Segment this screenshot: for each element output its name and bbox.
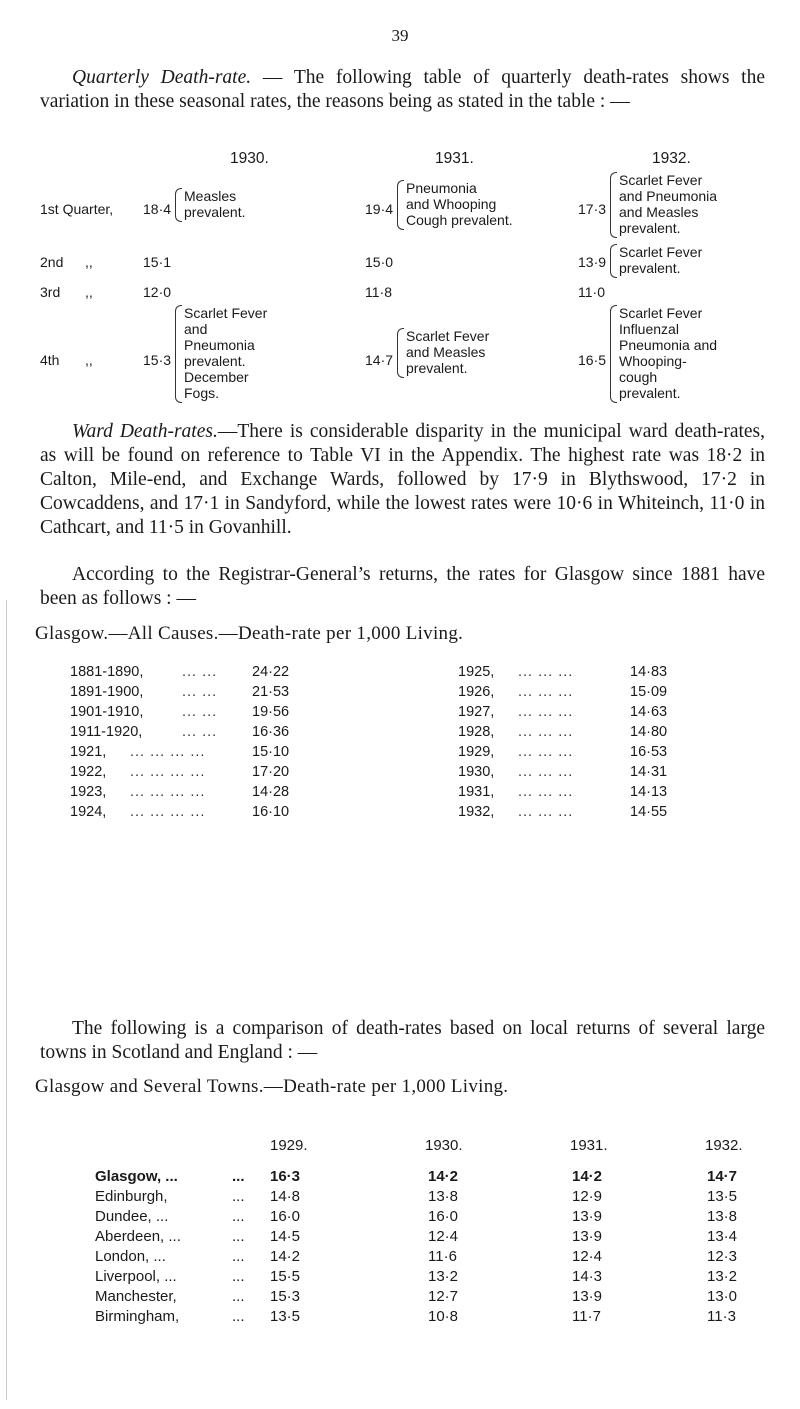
reason-line: Scarlet Fever <box>619 244 703 260</box>
reason-line: and <box>184 321 208 337</box>
glasgow-table-heading: Glasgow.—All Causes.—Death-rate per 1,000 Living. <box>35 623 464 644</box>
page-margin-rule <box>6 600 7 1400</box>
reason-1932 <box>619 172 717 236</box>
value: 14·3 <box>572 1268 603 1285</box>
value: 16·0 <box>428 1208 459 1225</box>
city: Edinburgh, <box>95 1188 168 1205</box>
leader-dots: ... ... <box>182 664 218 680</box>
reason-line: prevalent. <box>619 260 681 276</box>
leader-dots: ... <box>232 1268 245 1285</box>
value: 13·9 <box>572 1208 603 1225</box>
rate-1931: 11·8 <box>365 284 392 300</box>
rate: 14·63 <box>630 704 668 720</box>
value: 13·4 <box>707 1228 738 1245</box>
rate-1930: 15·3 <box>143 352 172 368</box>
reason-1931 <box>406 180 513 228</box>
value: 11·7 <box>572 1308 601 1325</box>
value: 13·8 <box>428 1188 459 1205</box>
value: 12·4 <box>572 1248 603 1265</box>
comparison-paragraph: The following is a comparison of death-rates based on local returns of several large towns in Scotland and England : — <box>40 1018 765 1063</box>
value: 10·8 <box>428 1308 459 1325</box>
leader-dots: ... ... ... ... <box>130 764 206 780</box>
year-header: 1930. <box>425 1137 463 1154</box>
period: 1901-1910, <box>70 704 144 720</box>
quarterly-intro-paragraph <box>40 66 765 114</box>
leader-dots: ... ... <box>182 684 218 700</box>
reason-line: and Measles <box>406 344 486 360</box>
brace <box>397 328 404 378</box>
value: 12·4 <box>428 1228 459 1245</box>
brace <box>397 180 404 230</box>
value: 13·5 <box>707 1188 738 1205</box>
leader-dots: ... ... ... <box>518 684 574 700</box>
period: 1929, <box>458 744 495 760</box>
value: 13·9 <box>572 1228 603 1245</box>
leader-dots: ... ... ... ... <box>130 784 206 800</box>
reason-1930 <box>184 188 245 220</box>
ditto-mark: ,, <box>85 254 93 270</box>
city: Aberdeen, ... <box>95 1228 181 1245</box>
leader-dots: ... ... ... <box>518 704 574 720</box>
quarterly-heading: Quarterly Death-rate. <box>72 67 252 88</box>
value: 14·8 <box>270 1188 301 1205</box>
quarter-label: 1st Quarter, <box>40 201 114 217</box>
reason-line: Scarlet Fever <box>619 305 703 321</box>
reason-line: Fogs. <box>184 385 220 401</box>
year-header: 1931. <box>570 1137 608 1154</box>
period: 1881-1890, <box>70 664 144 680</box>
brace <box>175 188 182 222</box>
brace <box>175 305 182 403</box>
rate-1932: 16·5 <box>578 352 607 368</box>
rate-1932: 13·9 <box>578 254 607 270</box>
reason-1930 <box>184 305 267 401</box>
reason-1931 <box>406 328 489 376</box>
reason-line: Cough prevalent. <box>406 212 513 228</box>
leader-dots: ... ... <box>182 724 218 740</box>
reason-line: prevalent. <box>184 353 246 369</box>
leader-dots: ... ... ... <box>518 744 574 760</box>
value: 14·5 <box>270 1228 301 1245</box>
ditto-mark: ,, <box>85 284 93 300</box>
leader-dots: ... ... ... <box>518 764 574 780</box>
period: 1928, <box>458 724 495 740</box>
leader-dots: ... ... ... <box>518 804 574 820</box>
brace <box>610 172 617 238</box>
leader-dots: ... <box>232 1288 245 1305</box>
rate-1932: 11·0 <box>578 284 605 300</box>
rate: 14·55 <box>630 804 668 820</box>
city: Liverpool, ... <box>95 1268 177 1285</box>
value: 12·7 <box>428 1288 459 1305</box>
period: 1923, <box>70 784 107 800</box>
rate-1931: 15·0 <box>365 254 394 270</box>
value: 16·0 <box>270 1208 301 1225</box>
leader-dots: ... <box>232 1248 245 1265</box>
rate: 14·28 <box>252 784 290 800</box>
leader-dots: ... ... ... <box>518 784 574 800</box>
rate-1930: 15·1 <box>143 254 172 270</box>
year-header: 1929. <box>270 1137 308 1154</box>
rate: 14·31 <box>630 764 668 780</box>
year-header-1932: 1932. <box>652 150 691 167</box>
ditto-mark: ,, <box>85 352 93 368</box>
city: Dundee, ... <box>95 1208 169 1225</box>
reason-line: and Measles <box>619 204 699 220</box>
reason-line: Pneumonia and <box>619 337 718 353</box>
year-header: 1932. <box>705 1137 743 1154</box>
ward-text: —There is considerable disparity in the municipal ward death-rates, as will be found on reference to Table VI in the Appendix. The highest rate was 18·2 in Calton, Mile-end, and Exchange Wards, followed by 17·9 in Blythswood, 17·2 in Cowcaddens, and 17·1 in Sandyford, while the lowest rates were 10·6 in Whiteinch, 11·0 in Cathcart, and 11·5 in Govanhill. <box>40 421 766 538</box>
reason-line: Pneumonia <box>406 180 477 196</box>
leader-dots: ... <box>232 1308 245 1325</box>
rate: 14·13 <box>630 784 668 800</box>
registrar-paragraph: According to the Registrar-General’s returns, the rates for Glasgow since 1881 have been as follows : — <box>40 564 765 609</box>
period: 1891-1900, <box>70 684 144 700</box>
leader-dots: ... ... <box>182 704 218 720</box>
year-header-1931: 1931. <box>435 150 474 167</box>
rate: 14·80 <box>630 724 668 740</box>
reason-line: Scarlet Fever <box>619 172 703 188</box>
period: 1922, <box>70 764 107 780</box>
reason-line: Whooping- <box>619 353 687 369</box>
year-header-1930: 1930. <box>230 150 269 167</box>
value: 11·3 <box>707 1308 736 1325</box>
value: 14·2 <box>428 1168 459 1185</box>
period: 1921, <box>70 744 107 760</box>
rate-1930: 12·0 <box>143 284 172 300</box>
reason-line: Pneumonia <box>184 337 255 353</box>
period: 1931, <box>458 784 495 800</box>
leader-dots: ... <box>232 1168 245 1185</box>
value: 14·7 <box>707 1168 738 1185</box>
rate: 15·10 <box>252 744 290 760</box>
rate-1931: 14·7 <box>365 352 394 368</box>
city: Manchester, <box>95 1288 177 1305</box>
leader-dots: ... ... ... ... <box>130 744 206 760</box>
period: 1924, <box>70 804 107 820</box>
leader-dots: ... <box>232 1228 245 1245</box>
period: 1930, <box>458 764 495 780</box>
value: 13·8 <box>707 1208 738 1225</box>
towns-table-heading: Glasgow and Several Towns.—Death-rate per 1,000 Living. <box>35 1076 509 1097</box>
quarter-label: 2nd <box>40 254 64 270</box>
rate-1930: 18·4 <box>143 201 172 217</box>
reason-line: cough <box>619 369 658 385</box>
rate: 21·53 <box>252 684 290 700</box>
rate: 24·22 <box>252 664 290 680</box>
reason-line: December <box>184 369 249 385</box>
city: Glasgow, ... <box>95 1168 178 1185</box>
value: 16·3 <box>270 1168 301 1185</box>
period: 1927, <box>458 704 495 720</box>
value: 14·2 <box>572 1168 603 1185</box>
period: 1926, <box>458 684 495 700</box>
period: 1932, <box>458 804 495 820</box>
period: 1911-1920, <box>70 724 143 740</box>
rate: 14·83 <box>630 664 668 680</box>
rate-1932: 17·3 <box>578 201 607 217</box>
value: 13·5 <box>270 1308 301 1325</box>
value: 13·9 <box>572 1288 603 1305</box>
leader-dots: ... <box>232 1208 245 1225</box>
value: 12·3 <box>707 1248 738 1265</box>
reason-line: Scarlet Fever <box>184 305 268 321</box>
city: London, ... <box>95 1248 166 1265</box>
value: 13·2 <box>428 1268 459 1285</box>
rate: 15·09 <box>630 684 668 700</box>
ward-heading: Ward Death-rates. <box>72 421 218 442</box>
city: Birmingham, <box>95 1308 180 1325</box>
quarter-label: 3rd <box>40 284 61 300</box>
page-number: 39 <box>391 26 409 45</box>
leader-dots: ... <box>232 1188 245 1205</box>
leader-dots: ... ... ... <box>518 724 574 740</box>
reason-1932 <box>619 305 717 401</box>
value: 12·9 <box>572 1188 603 1205</box>
reason-line: prevalent. <box>184 204 246 220</box>
rate: 16·10 <box>252 804 290 820</box>
reason-line: Measles <box>184 188 237 204</box>
brace <box>610 305 617 403</box>
rate: 16·53 <box>630 744 668 760</box>
quarterly-intro-text: — The following table of quarterly death-rates shows the variation in these seasonal rates, the reasons being as stated in the table : — <box>40 67 766 112</box>
reason-line: prevalent. <box>619 220 681 236</box>
value: 13·0 <box>707 1288 738 1305</box>
value: 13·2 <box>707 1268 738 1285</box>
period: 1925, <box>458 664 495 680</box>
rate: 19·56 <box>252 704 290 720</box>
reason-line: prevalent. <box>406 360 468 376</box>
leader-dots: ... ... ... ... <box>130 804 206 820</box>
value: 14·2 <box>270 1248 301 1265</box>
leader-dots: ... ... ... <box>518 664 574 680</box>
reason-line: and Pneumonia <box>619 188 718 204</box>
reason-line: Scarlet Fever <box>406 328 490 344</box>
reason-line: prevalent. <box>619 385 681 401</box>
rate: 17·20 <box>252 764 290 780</box>
reason-line: Influenzal <box>619 321 679 337</box>
ward-paragraph <box>40 420 765 540</box>
reason-1932 <box>619 244 702 276</box>
brace <box>610 244 617 278</box>
rate-1931: 19·4 <box>365 201 394 217</box>
reason-line: and Whooping <box>406 196 497 212</box>
quarter-label: 4th <box>40 352 60 368</box>
rate: 16·36 <box>252 724 290 740</box>
value: 15·5 <box>270 1268 301 1285</box>
value: 15·3 <box>270 1288 301 1305</box>
value: 11·6 <box>428 1248 457 1265</box>
